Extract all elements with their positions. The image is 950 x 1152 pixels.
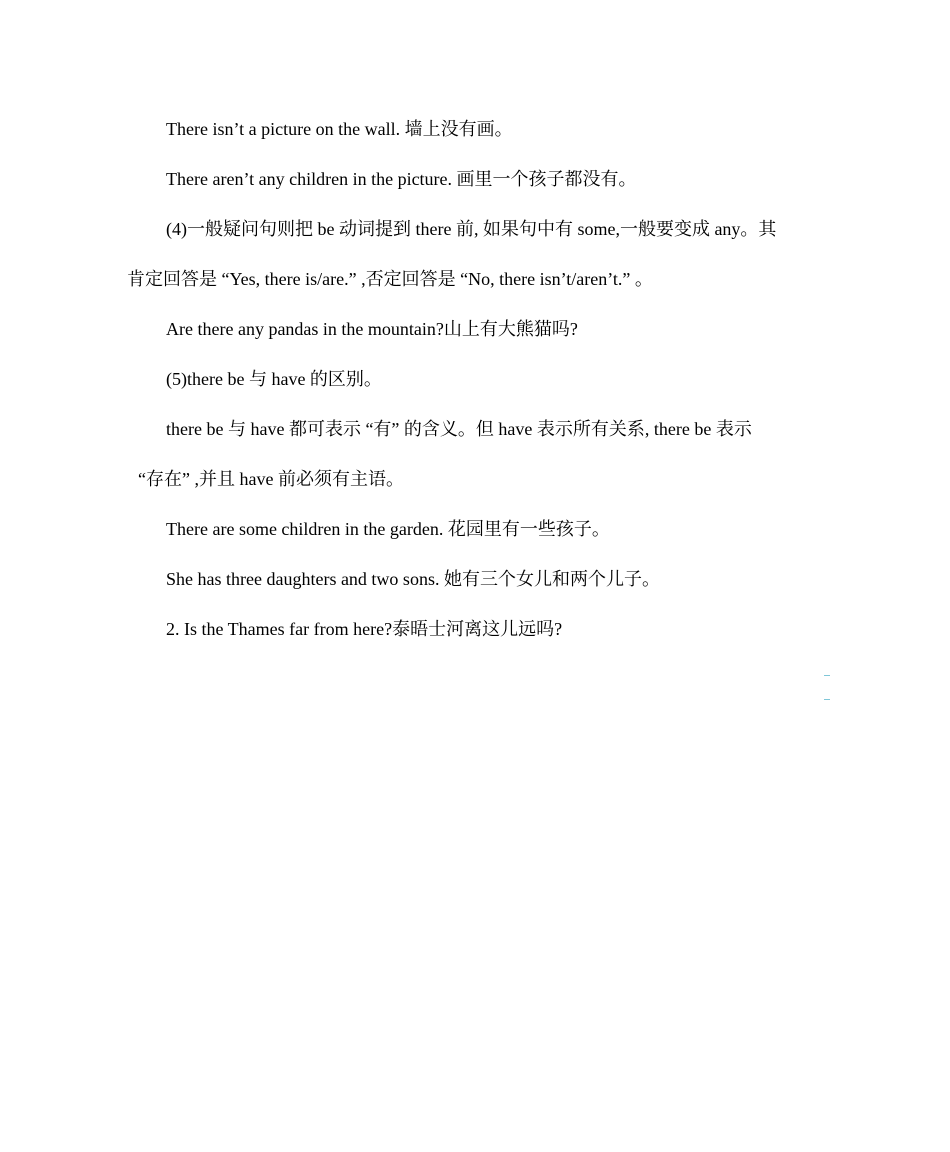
text-line-5: Are there any pandas in the mountain?山上有大熊猫吗?	[166, 319, 578, 339]
text-line-9: There are some children in the garden. 花园里有一些孩子。	[166, 519, 610, 539]
decorative-mark	[824, 675, 830, 676]
text-line-8: “存在” ,并且 have 前必须有主语。	[138, 469, 404, 489]
decorative-mark	[824, 699, 830, 700]
text-line-10: She has three daughters and two sons. 她有三个女儿和两个儿子。	[166, 569, 660, 589]
text-line-11: 2. Is the Thames far from here?泰晤士河离这儿远吗?	[166, 619, 563, 639]
text-line-3: (4)一般疑问句则把 be 动词提到 there 前, 如果句中有 some,一般要变成 any。其	[166, 219, 777, 239]
text-line-6: (5)there be 与 have 的区别。	[166, 369, 382, 389]
text-line-7: there be 与 have 都可表示 “有” 的含义。但 have 表示所有关系, there be 表示	[166, 419, 752, 439]
text-line-1: There isn’t a picture on the wall. 墙上没有画。	[166, 119, 513, 139]
text-line-2: There aren’t any children in the picture. 画里一个孩子都没有。	[166, 169, 637, 189]
text-line-4: 肯定回答是 “Yes, there is/are.” ,否定回答是 “No, there isn’t/aren’t.” 。	[127, 269, 653, 289]
